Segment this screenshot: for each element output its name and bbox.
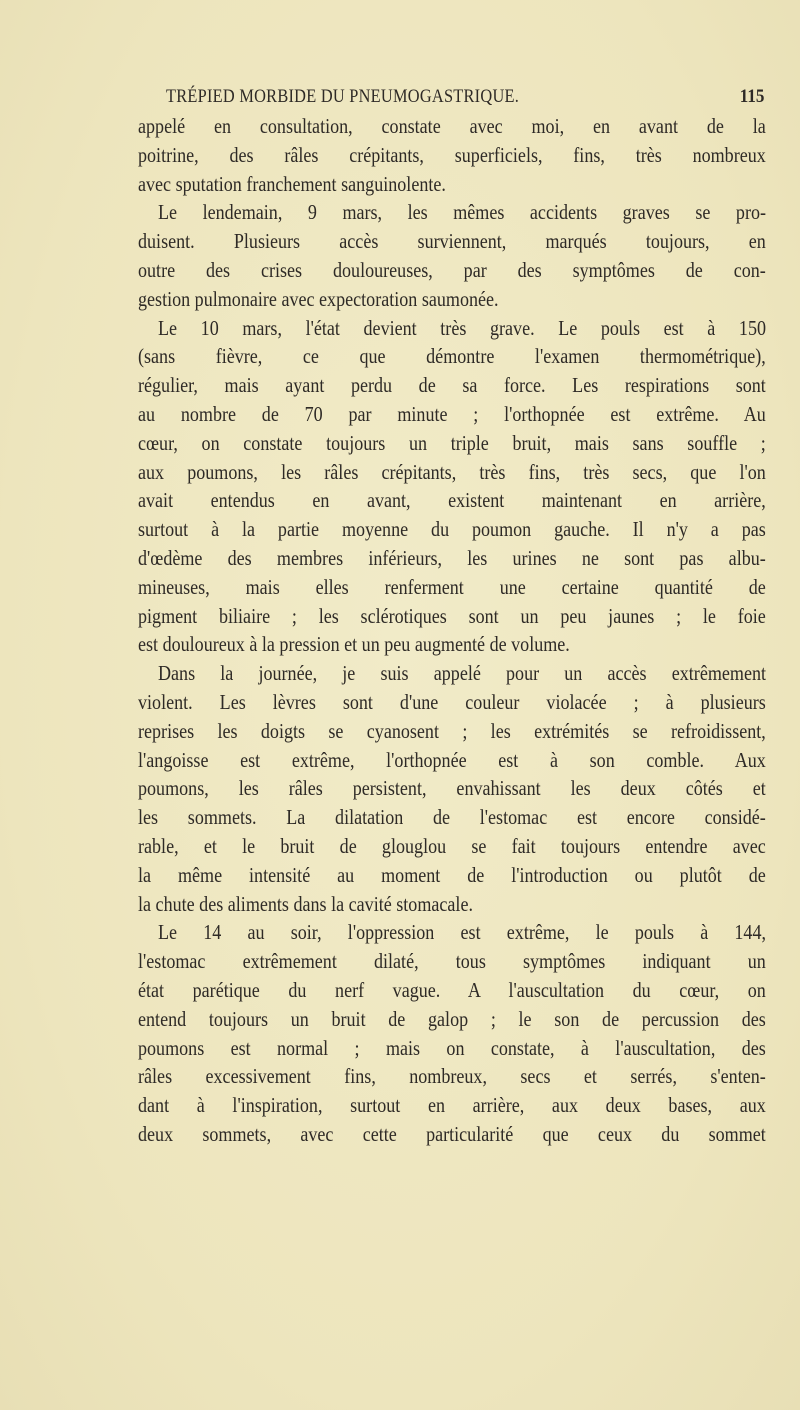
- text-line-content: les sommets. La dilatation de l'estomac est encore considé-: [138, 805, 766, 830]
- text-line-content: poitrine, des râles crépitants, superficiels, fins, très nombreux: [138, 142, 766, 167]
- text-line: [138, 602, 766, 631]
- text-line-content: aux poumons, les râles crépitants, très fins, très secs, que l'on: [138, 459, 766, 484]
- text-line-content: état parétique du nerf vague. A l'auscultation du cœur, on: [138, 977, 766, 1002]
- text-line-content: violent. Les lèvres sont d'une couleur violacée ; à plusieurs: [138, 689, 766, 714]
- page-number: 115: [739, 86, 764, 107]
- text-line: [138, 371, 766, 400]
- text-line-content: appelé en consultation, constate avec moi, en avant de la: [138, 114, 766, 138]
- text-line-content: (sans fièvre, ce que démontre l'examen thermométrique),: [138, 344, 766, 369]
- text-line: [138, 1091, 766, 1120]
- text-line: [138, 170, 766, 199]
- text-line-content: Le lendemain, 9 mars, les mêmes accidents graves se pro-: [158, 200, 767, 225]
- text-line-content: rable, et le bruit de glouglou se fait toujours entendre avec: [138, 833, 766, 858]
- text-line: [138, 256, 766, 285]
- text-line: [138, 400, 766, 429]
- text-line-content: outre des crises douloureuses, par des symptômes de con-: [138, 257, 766, 282]
- text-line-content: Le 14 au soir, l'oppression est extrême, le pouls à 144,: [158, 920, 767, 945]
- text-line: [138, 688, 766, 717]
- text-line-content: deux sommets, avec cette particularité que ceux du sommet: [138, 1121, 766, 1146]
- text-line: [138, 515, 766, 544]
- running-title: TRÉPIED MORBIDE DU PNEUMOGASTRIQUE.: [166, 86, 520, 107]
- text-line: [138, 630, 766, 659]
- text-line-content: poumons est normal ; mais on constate, à l'auscultation, des: [138, 1035, 766, 1060]
- text-line: [138, 947, 766, 976]
- text-line: [138, 141, 766, 170]
- text-line: [138, 112, 766, 141]
- text-line-content: cœur, on constate toujours un triple bruit, mais sans souffle ;: [138, 430, 766, 455]
- text-line: [138, 717, 766, 746]
- text-line-content: Le 10 mars, l'état devient très grave. Le pouls est à 150: [158, 315, 767, 340]
- text-line: [138, 198, 766, 227]
- text-line-content: est douloureux à la pression et un peu augmenté de volume.: [138, 632, 570, 657]
- text-line-content: poumons, les râles persistent, envahissant les deux côtés et: [138, 776, 766, 801]
- text-line-content: râles excessivement fins, nombreux, secs et serrés, s'enten-: [138, 1064, 766, 1089]
- text-line: [138, 1034, 766, 1063]
- text-line: [138, 486, 766, 515]
- text-line: [138, 285, 766, 314]
- text-line-content: au nombre de 70 par minute ; l'orthopnée est extrême. Au: [138, 401, 766, 426]
- text-line: [138, 832, 766, 861]
- text-line: [138, 544, 766, 573]
- text-line: [138, 803, 766, 832]
- text-line-content: entend toujours un bruit de galop ; le son de percussion des: [138, 1006, 766, 1031]
- text-line-content: Dans la journée, je suis appelé pour un accès extrêmement: [158, 661, 767, 686]
- text-line-content: pigment biliaire ; les sclérotiques sont un peu jaunes ; le foie: [138, 603, 766, 628]
- text-line: [138, 659, 766, 688]
- text-line: [138, 918, 766, 947]
- text-line: [138, 774, 766, 803]
- text-line-content: dant à l'inspiration, surtout en arrière, aux deux bases, aux: [138, 1093, 766, 1118]
- text-line-content: la chute des aliments dans la cavité stomacale.: [138, 891, 473, 916]
- text-line: [138, 1005, 766, 1034]
- text-line-content: duisent. Plusieurs accès surviennent, marqués toujours, en: [138, 229, 766, 254]
- text-line-content: gestion pulmonaire avec expectoration saumonée.: [138, 286, 499, 311]
- text-line-content: l'angoisse est extrême, l'orthopnée est à son comble. Aux: [138, 747, 766, 772]
- text-line: [138, 458, 766, 487]
- text-line-content: avait entendus en avant, existent maintenant en arrière,: [138, 488, 766, 513]
- text-line: [138, 746, 766, 775]
- text-line-content: l'estomac extrêmement dilaté, tous symptômes indiquant un: [138, 949, 766, 974]
- text-line-content: la même intensité au moment de l'introduction ou plutôt de: [138, 862, 766, 887]
- text-line: [138, 1120, 766, 1149]
- text-line: [138, 227, 766, 256]
- body-text: [138, 112, 766, 1149]
- page-header: [138, 86, 766, 112]
- text-line: [138, 1062, 766, 1091]
- text-line: [138, 342, 766, 371]
- text-line-content: reprises les doigts se cyanosent ; les extrémités se refroidissent,: [138, 718, 766, 743]
- text-line: [138, 976, 766, 1005]
- text-line: [138, 861, 766, 890]
- text-line-content: surtout à la partie moyenne du poumon gauche. Il n'y a pas: [138, 517, 766, 542]
- text-line: [138, 314, 766, 343]
- text-line: [138, 429, 766, 458]
- text-line-content: mineuses, mais elles renferment une certaine quantité de: [138, 574, 766, 599]
- text-line-content: régulier, mais ayant perdu de sa force. Les respirations sont: [138, 373, 766, 398]
- text-line-content: d'œdème des membres inférieurs, les urines ne sont pas albu-: [138, 545, 766, 570]
- text-line: [138, 890, 766, 919]
- text-line: [138, 573, 766, 602]
- text-line-content: avec sputation franchement sanguinolente.: [138, 171, 446, 196]
